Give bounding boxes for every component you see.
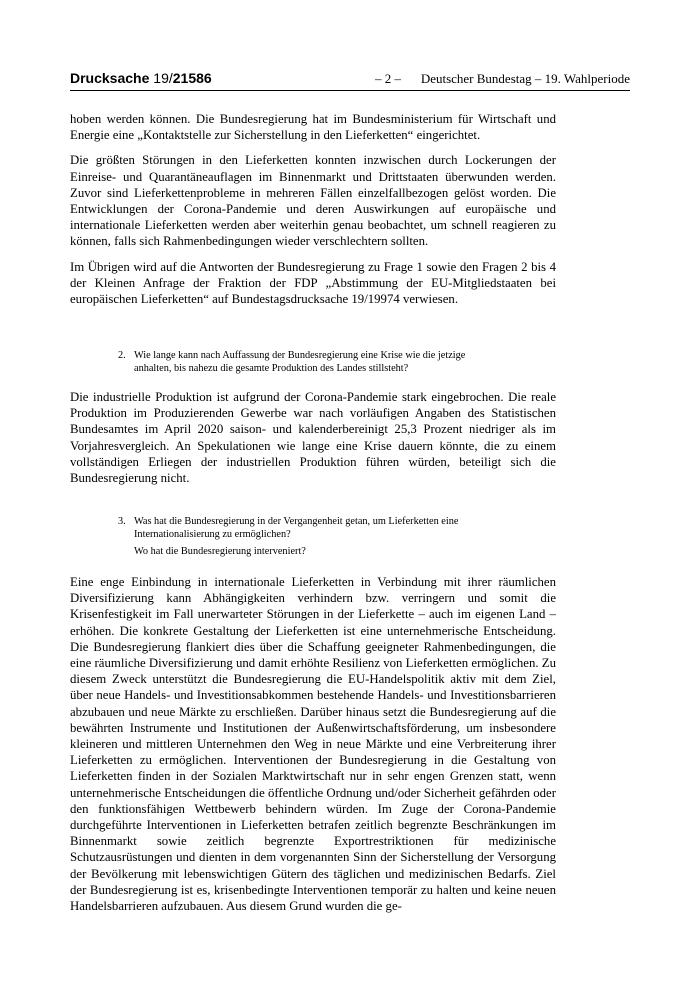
question-number: 2. bbox=[118, 350, 126, 361]
paragraph: Im Übrigen wird auf die Antworten der Bundesregierung zu Frage 1 sowie den Fragen 2 bis 4 der Kleinen Anfrage der Fraktion der FDP „Abstimmung der EU-Mitgliedstaaten bei europäischen Lieferketten“ auf Bundestagsdrucksache 19/19974 verwiesen. bbox=[70, 259, 556, 307]
header-institution: Deutscher Bundestag – 19. Wahlperiode bbox=[420, 71, 630, 86]
question-text: Wie lange kann nach Auffassung der Bundesregierung eine Krise wie die jetzige anhalten, bis nahezu die gesamte Produktion des Landes stillsteht? bbox=[134, 350, 466, 374]
answer-1-continuation bbox=[70, 111, 556, 307]
question-subtext: Wo hat die Bundesregierung interveniert? bbox=[134, 546, 306, 557]
document-number: Drucksache 19/21586 bbox=[70, 70, 212, 86]
paragraph: Eine enge Einbindung in internationale Lieferketten in Verbindung mit ihrer räumlichen Diversifizierung kann Abhängigkeiten verhindern bzw. verringern und somit die Krisenfestigkeit im Fall unerwarteter Störungen in der Lieferkette – auch im eigenen Land – erhöhen. Die konkrete Gestaltung der Lieferketten ist eine unternehmerische Entscheidung. Die Bundesregierung flankiert dies über die Schaffung geeigneter Rahmenbedingungen, die eine räumliche Diversifizierung und damit erhöhte Resilienz von Lieferketten ermöglichen. Zu diesem Zweck unterstützt die Bundesregierung die EU-Handelspolitik aktiv mit dem Ziel, über neue Handels- und Investitionsabkommen bestehende Handels- und Investitionsbarrieren abzubauen und neue Märkte zu erschließen. Darüber hinaus setzt die Bundesregierung auf die bewährten Instrumente und Institutionen der Außenwirtschaftsförderung, um insbesondere kleineren und mittleren Unternehmen den Weg in neue Märkte und eine Verbreiterung ihrer Lieferketten zu ermöglichen. Interventionen der Bundesregierung in die Gestaltung von Lieferketten finden in der Sozialen Marktwirtschaft nur in sehr engen Grenzen statt, wenn unternehmerische Entscheidungen die öffentliche Ordnung und/oder Sicherheit gefährden oder den funktionsfähigen Wettbewerb behindern würden. Im Zuge der Corona-Pandemie durchgeführte Interventionen in Lieferketten betrafen zeitlich begrenzte Beschränkungen im Binnenmarkt sowie zeitlich begrenzte Exportrestriktionen für medizinische Schutzausrüstungen und dienten in dem vorgenannten Sinn der Sicherstellung der Versorgung der Bevölkerung mit lebenswichtigen Gütern des täglichen und medizinischen Bedarfs. Ziel der Bundesregierung ist es, krisenbedingte Interventionen temporär zu halten und keine neuen Handelsbarrieren aufzubauen. Aus diesem Grund wurden die ge- bbox=[70, 575, 556, 914]
question-number: 3. bbox=[118, 516, 126, 527]
page-number: – 2 – bbox=[375, 71, 401, 86]
question-2 bbox=[118, 350, 478, 380]
paragraph: Die größten Störungen in den Lieferketten konnten inzwischen durch Lockerungen der Einreise- und Quarantäneauflagen im Binnenmarkt und Drittstaaten überwunden werden. Zuvor sind Lieferkettenprobleme in mehreren Fällen einzelfallbezogen gelöst worden. Die Entwicklungen der Corona-Pandemie und deren Auswirkungen auf europäische und internationale Lieferketten werden aber weiterhin genau beobachtet, um schnell reagieren zu können, falls sich Rahmenbedingungen wieder verschlechtern sollten. bbox=[70, 153, 556, 249]
answer-2 bbox=[70, 389, 556, 486]
paragraph: hoben werden können. Die Bundesregierung hat im Bundesministerium für Wirtschaft und Energie eine „Kontaktstelle zur Sicherstellung in den Lieferketten“ eingerichtet. bbox=[70, 112, 556, 143]
paragraph: Die industrielle Produktion ist aufgrund der Corona-Pandemie stark eingebrochen. Die reale Produktion im Produzierenden Gewerbe war nach vorläufigen Angaben des Statistischen Bundesamtes im April 2020 saison- und kalenderbereinigt 25,3 Prozent niedriger als im Vorjahresvergleich. An Spekulationen wie lange eine Krise dauern könnte, die zu einem vollständigen Erliegen der industriellen Produktion führen würden, beteiligt sich die Bundesregierung nicht. bbox=[70, 390, 556, 486]
question-text: Was hat die Bundesregierung in der Vergangenheit getan, um Lieferketten eine Internationalisierung zu ermöglichen? bbox=[134, 516, 459, 540]
answer-3 bbox=[70, 574, 556, 914]
question-3 bbox=[118, 516, 478, 566]
page-header bbox=[70, 70, 630, 90]
header-divider bbox=[70, 90, 630, 91]
